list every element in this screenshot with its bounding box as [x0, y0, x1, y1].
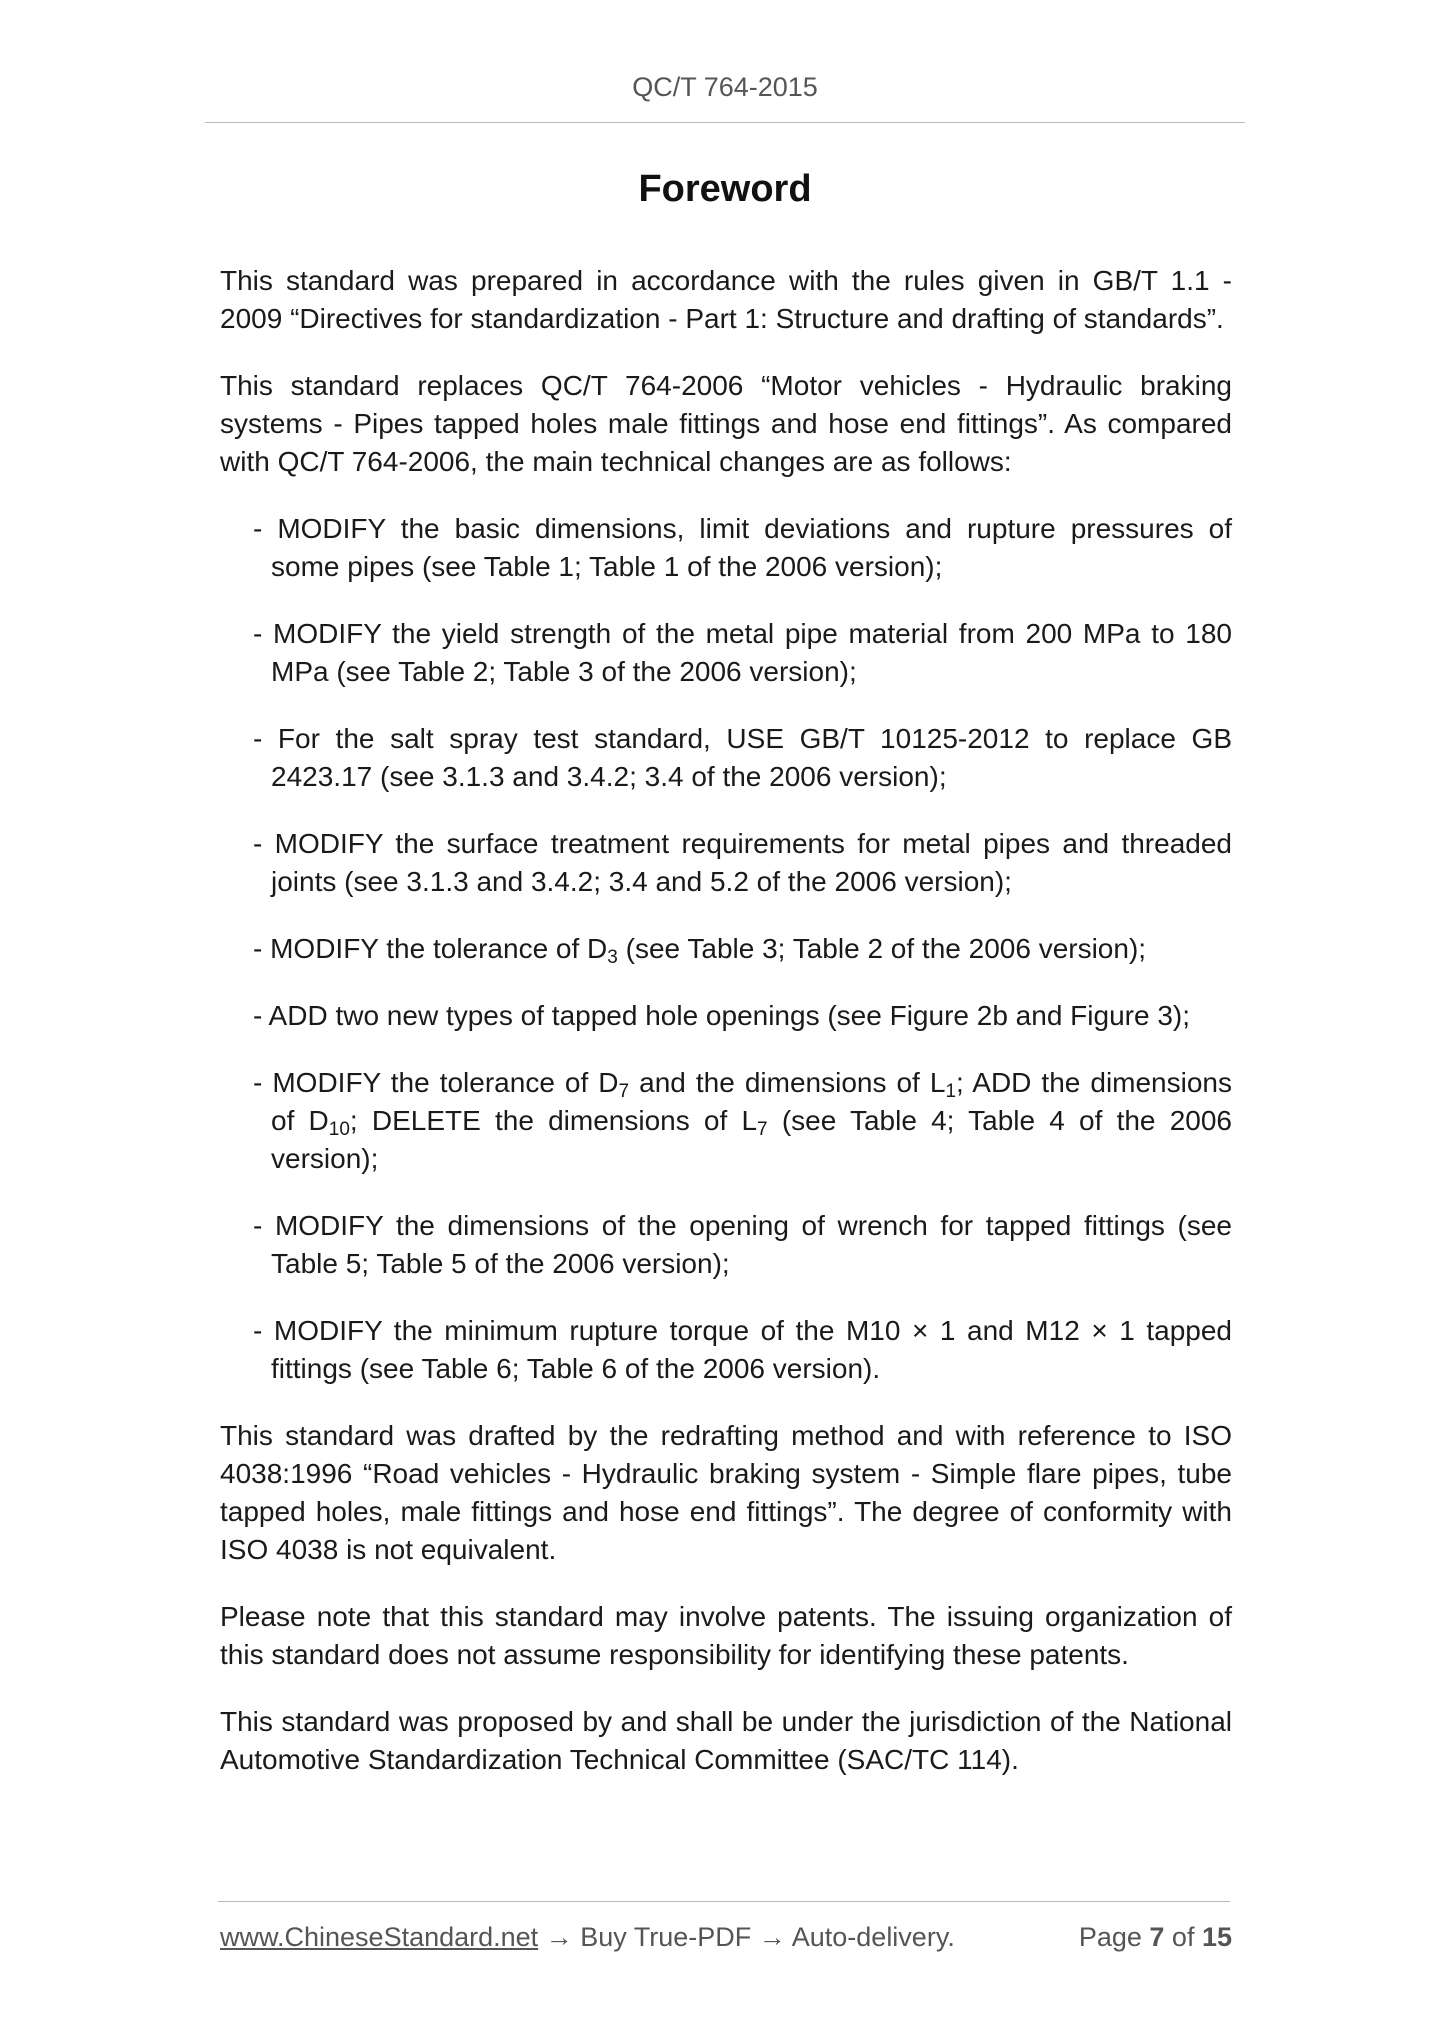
change-item-5 [253, 930, 1232, 968]
subscript: 10 [328, 1119, 350, 1140]
paragraph-drafting-method: This standard was drafted by the redrafting method and with reference to ISO 4038:1996 “Road vehicles - Hydraulic braking system - Simple flare pipes, tube tapped holes, male fittings and hose end fittings”. The degree of conformity with ISO 4038 is not equivalent. [220, 1420, 1232, 1565]
change-item-7 [253, 1064, 1232, 1178]
header-divider [205, 122, 1245, 123]
page-total: 15 [1201, 1922, 1232, 1952]
change-item-6: - ADD two new types of tapped hole openings (see Figure 2b and Figure 3); [253, 1000, 1190, 1031]
change-item-7-text-a: - MODIFY the tolerance of D [253, 1067, 619, 1098]
subscript: 1 [945, 1081, 957, 1102]
page-label: Page [1078, 1922, 1150, 1952]
website-link[interactable]: www.ChineseStandard.net [220, 1922, 539, 1952]
change-item-2: - MODIFY the yield strength of the metal pipe material from 200 MPa to 180 MPa (see Table 2; Table 3 of the 2006 version); [253, 618, 1232, 687]
paragraph-patents: Please note that this standard may involve patents. The issuing organization of this standard does not assume responsibility for identifying these patents. [220, 1601, 1232, 1670]
change-item-5-text-b: (see Table 3; Table 2 of the 2006 version); [617, 933, 1147, 964]
page-number [1079, 1922, 1232, 1953]
change-item-7-text-b: and the dimensions of L [629, 1067, 946, 1098]
change-item-7-text-d: ; DELETE the dimensions of L [349, 1105, 758, 1136]
subscript: 3 [607, 947, 618, 968]
page-title: Foreword [638, 168, 812, 210]
footer-promo [220, 1922, 955, 1953]
change-item-8: - MODIFY the dimensions of the opening of wrench for tapped fittings (see Table 5; Table 5 of the 2006 version); [253, 1210, 1232, 1279]
subscript: 7 [618, 1081, 630, 1102]
document-code-header: QC/T 764-2015 [632, 72, 818, 102]
foreword-body [220, 262, 1232, 1808]
change-item-5-text-a: - MODIFY the tolerance of D [253, 933, 608, 964]
paragraph-replaces: This standard replaces QC/T 764-2006 “Motor vehicles - Hydraulic braking systems - Pipes tapped holes male fittings and hose end fittings”. As compared with QC/T 764-2006, the main technical changes are as follows: [220, 370, 1232, 477]
footer-tagline: → Buy True-PDF → Auto-delivery. [538, 1922, 955, 1952]
change-item-1: - MODIFY the basic dimensions, limit deviations and rupture pressures of some pipes (see Table 1; Table 1 of the 2006 version); [253, 513, 1232, 582]
change-item-7-text-c: ; ADD the dimensions of D [271, 1067, 1232, 1136]
change-item-4: - MODIFY the surface treatment requirements for metal pipes and threaded joints (see 3.1.3 and 3.4.2; 3.4 and 5.2 of the 2006 version); [253, 828, 1232, 897]
change-item-3: - For the salt spray test standard, USE GB/T 10125-2012 to replace GB 2423.17 (see 3.1.3 and 3.4.2; 3.4 of the 2006 version); [253, 723, 1232, 792]
change-item-9: - MODIFY the minimum rupture torque of the M10 × 1 and M12 × 1 tapped fittings (see Table 6; Table 6 of the 2006 version). [253, 1315, 1232, 1384]
page-of-label: of [1164, 1922, 1202, 1952]
change-item-7-text-e: (see Table 4; Table 4 of the 2006 version); [271, 1105, 1232, 1174]
paragraph-preparation: This standard was prepared in accordance with the rules given in GB/T 1.1 - 2009 “Directives for standardization - Part 1: Structure and drafting of standards”. [220, 265, 1232, 334]
subscript: 7 [757, 1119, 768, 1140]
page-current: 7 [1149, 1922, 1165, 1952]
paragraph-jurisdiction: This standard was proposed by and shall be under the jurisdiction of the National Automotive Standardization Technical Committee (SAC/TC 114). [220, 1706, 1232, 1775]
footer-divider [218, 1901, 1230, 1902]
